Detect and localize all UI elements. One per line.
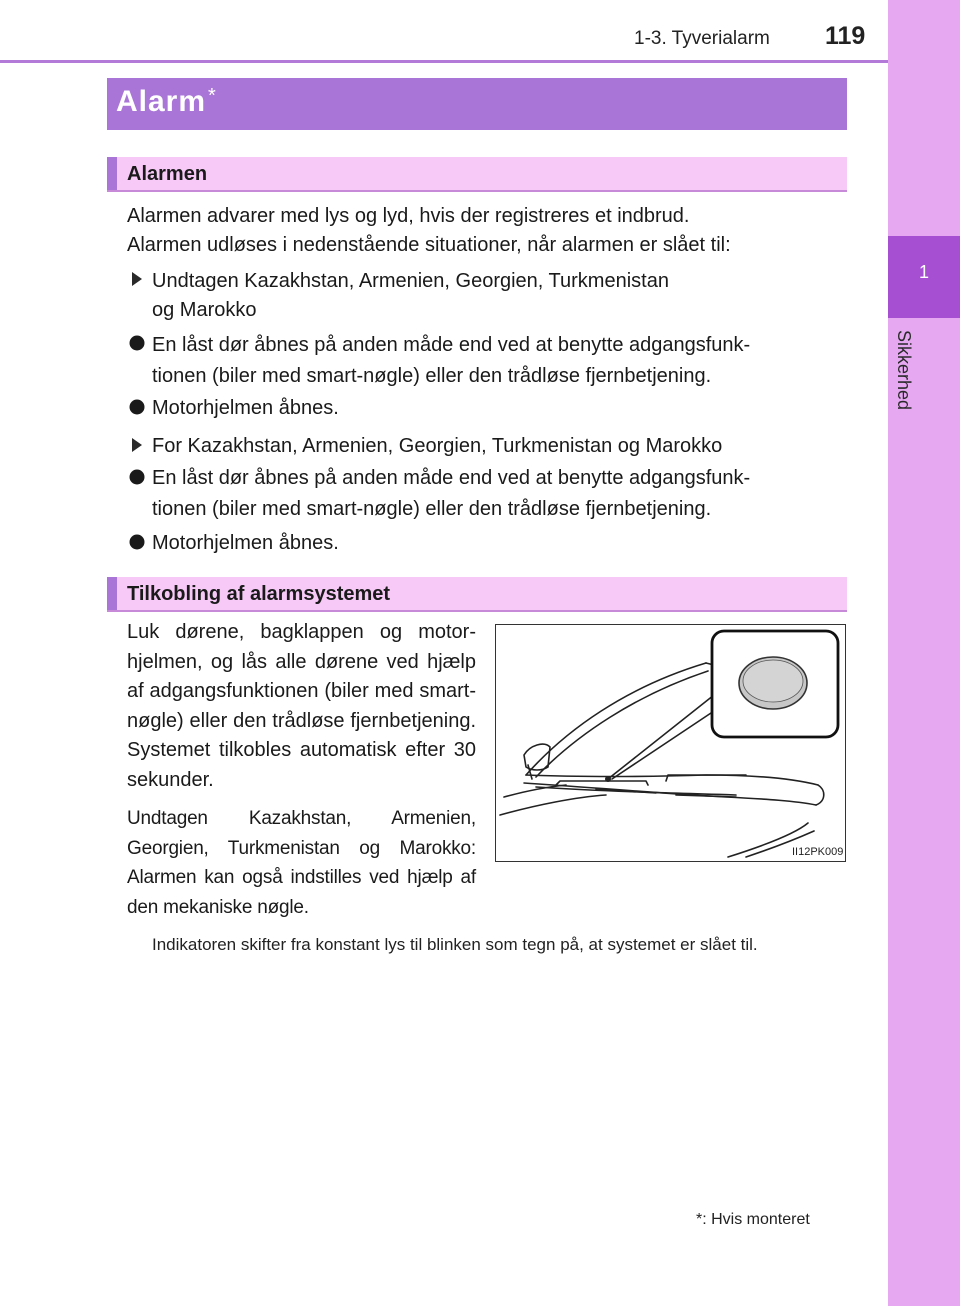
section-heading-text: Alarmen	[127, 163, 208, 185]
section-heading-alarmen	[107, 157, 847, 192]
footnote	[696, 1211, 810, 1229]
footnote-mark: *	[696, 1211, 703, 1228]
optional-mark: *	[208, 85, 217, 107]
filled-circle-icon	[129, 534, 145, 550]
page-title	[116, 85, 217, 119]
filled-circle-icon	[129, 399, 145, 415]
triangle-right-icon	[131, 271, 143, 287]
indicator-illustration	[495, 624, 846, 862]
header-rule	[0, 60, 888, 63]
page-title-text: Alarm	[116, 85, 207, 118]
footnote-text: : Hvis monteret	[702, 1211, 810, 1228]
filled-circle-icon	[129, 469, 145, 485]
bullet-text: En låst dør åbnes på anden måde end ved at benytte adgangsfunk-	[152, 334, 751, 356]
group-heading: For Kazakhstan, Armenien, Georgien, Turkmenistan og Marokko	[152, 435, 723, 457]
note-text: Indikatoren skifter fra konstant lys til blinken som tegn på, at systemet er slået til.	[152, 935, 758, 954]
triangle-right-icon	[131, 437, 143, 453]
chapter-tab-strip	[888, 0, 960, 1306]
group-heading: og Marokko	[152, 299, 257, 321]
bullet-text: Motorhjelmen åbnes.	[152, 397, 339, 419]
section-header: 1-3. Tyverialarm	[634, 28, 770, 49]
bullet-text: tionen (biler med smart-nøgle) eller den trådløse fjernbetjening.	[152, 365, 712, 387]
filled-circle-icon	[129, 335, 145, 351]
intro-line: Alarmen udløses i nedenstående situationer, når alarmen er slået til:	[127, 234, 731, 256]
instruction-paragraph: Luk dørene, bagklappen og motor-hjelmen, og lås alle dørene ved hjælp af adgangsfunktionen (biler med smart-nøgle) eller den trådløse fjernbetjening. Systemet tilkobles automatisk efter 30 sekunder.	[127, 621, 476, 791]
section-heading-tilkobling	[107, 577, 847, 612]
bullet-text: tionen (biler med smart-nøgle) eller den trådløse fjernbetjening.	[152, 498, 712, 520]
instruction-paragraph: Undtagen Kazakhstan, Armenien, Georgien, Turkmenistan og Marokko: Alarmen kan også indstilles ved hjælp af den mekaniske nøgle.	[127, 808, 476, 918]
page-title-bar	[107, 78, 847, 130]
group-heading: Undtagen Kazakhstan, Armenien, Georgien, Turkmenistan	[152, 270, 669, 292]
figure-code: II12PK009	[792, 846, 844, 858]
chapter-title	[896, 330, 926, 430]
page-number: 119	[825, 22, 866, 50]
windshield-indicator-drawing	[496, 625, 844, 860]
section-heading-text: Tilkobling af alarmsystemet	[127, 583, 391, 605]
heading-accent	[107, 157, 117, 190]
chapter-title-text: Sikkerhed	[894, 330, 914, 411]
bullet-text: Motorhjelmen åbnes.	[152, 532, 339, 554]
intro-line: Alarmen advarer med lys og lyd, hvis der registreres et indbrud.	[127, 205, 690, 227]
chapter-number: 1	[918, 262, 929, 282]
bullet-text: En låst dør åbnes på anden måde end ved at benytte adgangsfunk-	[152, 467, 751, 489]
heading-accent	[107, 577, 117, 610]
